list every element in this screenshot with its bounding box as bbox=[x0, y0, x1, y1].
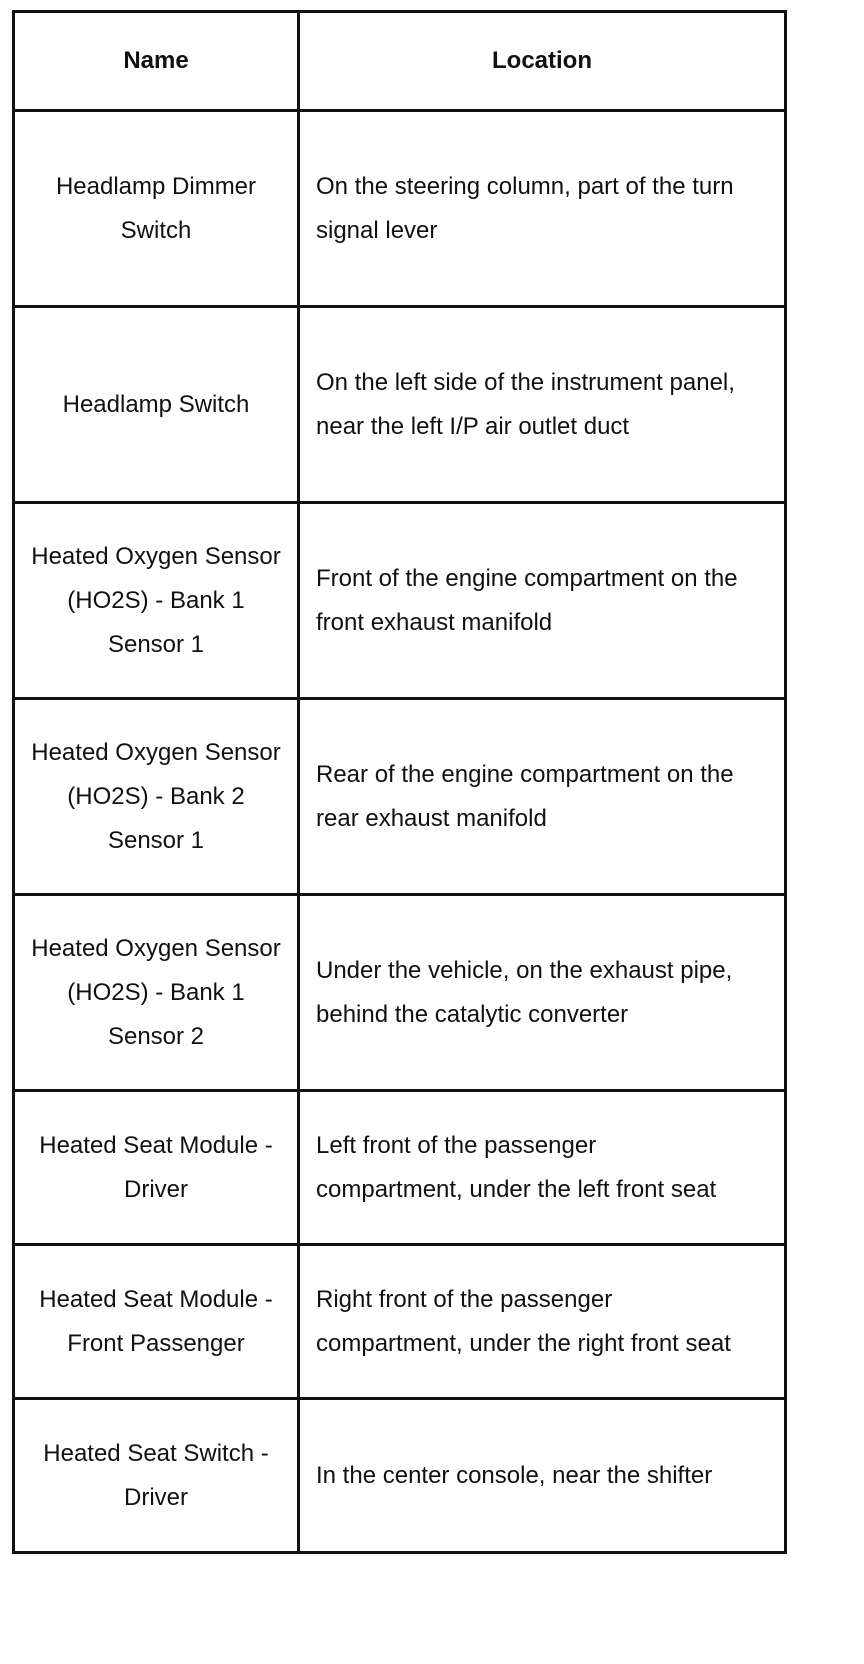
table-row bbox=[14, 111, 786, 307]
component-location: In the center console, near the shifter bbox=[299, 1399, 786, 1553]
table-row bbox=[14, 1091, 786, 1245]
component-name: Heated Oxygen Sensor (HO2S) - Bank 1 Sensor 1 bbox=[14, 503, 299, 699]
table-row bbox=[14, 503, 786, 699]
table-row bbox=[14, 1245, 786, 1399]
component-location-table bbox=[12, 10, 787, 1554]
header-name: Name bbox=[14, 12, 299, 111]
component-name: Headlamp Switch bbox=[14, 307, 299, 503]
component-location: On the steering column, part of the turn signal lever bbox=[299, 111, 786, 307]
table-row bbox=[14, 699, 786, 895]
component-location: Front of the engine compartment on the front exhaust manifold bbox=[299, 503, 786, 699]
component-location: Under the vehicle, on the exhaust pipe, behind the catalytic converter bbox=[299, 895, 786, 1091]
component-location: Right front of the passenger compartment, under the right front seat bbox=[299, 1245, 786, 1399]
component-name: Heated Oxygen Sensor (HO2S) - Bank 1 Sensor 2 bbox=[14, 895, 299, 1091]
component-name: Heated Seat Switch - Driver bbox=[14, 1399, 299, 1553]
table-row bbox=[14, 307, 786, 503]
component-name: Heated Seat Module - Front Passenger bbox=[14, 1245, 299, 1399]
table-row bbox=[14, 895, 786, 1091]
header-row bbox=[14, 12, 786, 111]
header-location: Location bbox=[299, 12, 786, 111]
component-location: Rear of the engine compartment on the rear exhaust manifold bbox=[299, 699, 786, 895]
component-name: Heated Seat Module - Driver bbox=[14, 1091, 299, 1245]
component-location: On the left side of the instrument panel, near the left I/P air outlet duct bbox=[299, 307, 786, 503]
component-name: Heated Oxygen Sensor (HO2S) - Bank 2 Sensor 1 bbox=[14, 699, 299, 895]
table-row bbox=[14, 1399, 786, 1553]
component-location: Left front of the passenger compartment, under the left front seat bbox=[299, 1091, 786, 1245]
component-name: Headlamp Dimmer Switch bbox=[14, 111, 299, 307]
